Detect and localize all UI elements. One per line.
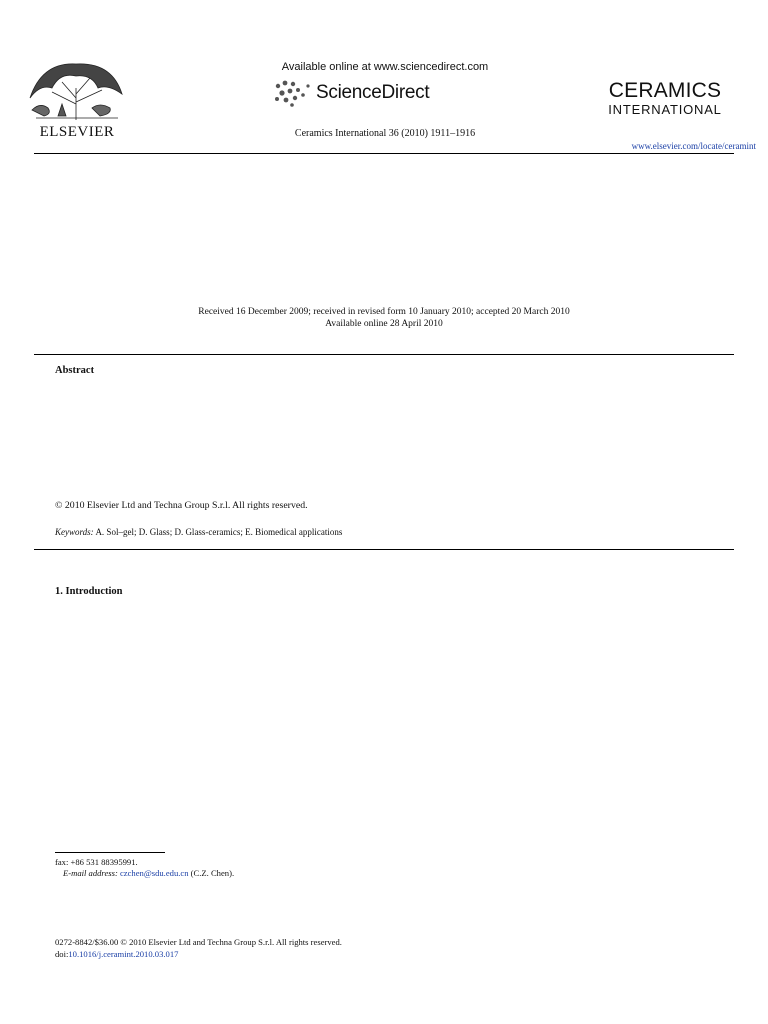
email-link[interactable]: czchen@sdu.edu.cn bbox=[119, 868, 189, 878]
keywords-list: A. Sol–gel; D. Glass; D. Glass-ceramics; E. Biomedical applications bbox=[95, 527, 343, 537]
journal-logo[interactable] bbox=[600, 80, 730, 118]
issn-line: 0272-8842/$36.00 © 2010 Elsevier Ltd and Techna Group S.r.l. All rights reserved. bbox=[55, 937, 342, 947]
abstract-top-divider bbox=[34, 354, 734, 355]
article-dates bbox=[40, 306, 728, 330]
journal-citation: Ceramics International 36 (2010) 1911–1916 bbox=[294, 128, 476, 139]
section-heading: 1. Introduction bbox=[55, 586, 123, 597]
journal-name-line2: INTERNATIONAL bbox=[608, 102, 722, 117]
doi-link[interactable]: 10.1016/j.ceramint.2010.03.017 bbox=[68, 949, 179, 959]
keywords-label: Keywords: bbox=[55, 527, 94, 537]
issn-doi-block bbox=[55, 936, 505, 960]
email-label: E-mail address: bbox=[63, 868, 118, 878]
footnote-divider bbox=[55, 852, 165, 853]
journal-name-line1: CERAMICS bbox=[608, 79, 722, 102]
sciencedirect-wordmark[interactable]: ScienceDirect bbox=[316, 82, 430, 103]
email-line bbox=[55, 868, 377, 879]
fax-line: fax: +86 531 88395991. bbox=[55, 857, 138, 867]
elsevier-tree-logo bbox=[22, 58, 130, 122]
received-dates: Received 16 December 2009; received in revised form 10 January 2010; accepted 20 March 2010 bbox=[198, 307, 570, 317]
available-date: Available online 28 April 2010 bbox=[325, 319, 443, 329]
doi-line bbox=[55, 948, 505, 960]
abstract-heading: Abstract bbox=[55, 365, 95, 376]
corresponding-author-footnote bbox=[55, 857, 377, 879]
keywords-line bbox=[55, 527, 727, 537]
abstract-copyright: © 2010 Elsevier Ltd and Techna Group S.r.l. All rights reserved. bbox=[55, 500, 308, 511]
doi-prefix: doi: bbox=[55, 949, 69, 959]
publisher-name: ELSEVIER bbox=[39, 124, 115, 140]
header-divider bbox=[34, 153, 734, 154]
available-online-line[interactable]: Available online at www.sciencedirect.com bbox=[281, 61, 489, 73]
email-suffix: (C.Z. Chen). bbox=[188, 868, 235, 878]
abstract-bottom-divider bbox=[34, 549, 734, 550]
journal-url-link[interactable]: www.elsevier.com/locate/ceramint bbox=[631, 141, 756, 151]
